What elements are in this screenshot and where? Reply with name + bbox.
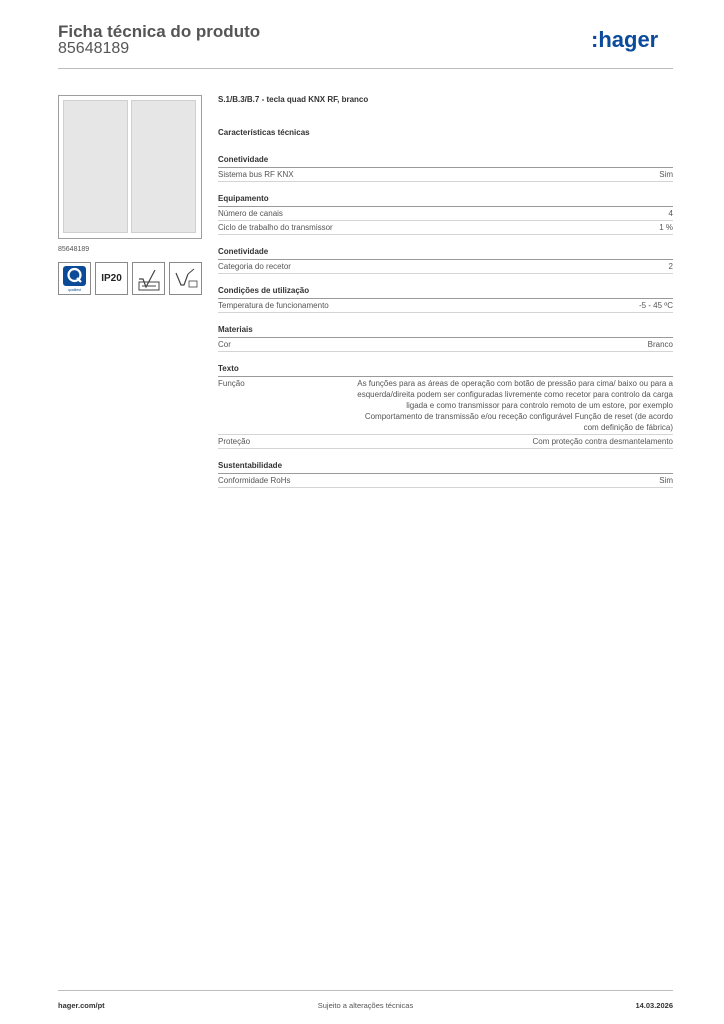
spec-row xyxy=(218,299,673,313)
spec-group-title: Conetividade xyxy=(218,247,673,260)
page-header xyxy=(58,20,673,69)
spec-group xyxy=(218,247,673,274)
spec-value: 4 xyxy=(668,209,673,218)
spec-value: -5 - 45 ºC xyxy=(638,301,673,310)
spec-group-title: Materiais xyxy=(218,325,673,338)
hand-ok-icon xyxy=(169,262,202,295)
spec-label: Cor xyxy=(218,340,231,349)
section-title: Características técnicas xyxy=(218,128,310,137)
spec-row xyxy=(218,435,673,449)
page-title: Ficha técnica do produto xyxy=(58,22,261,41)
image-caption: 85648189 xyxy=(58,246,90,253)
spec-group xyxy=(218,155,673,182)
spec-value: Sim xyxy=(659,170,673,179)
spec-row xyxy=(218,338,673,352)
spec-group xyxy=(218,325,673,352)
page-footer xyxy=(58,990,673,1015)
spec-label: Proteção xyxy=(218,437,251,446)
footer-date: 14.03.2026 xyxy=(635,1001,673,1010)
footer-notice: Sujeito a alterações técnicas xyxy=(317,1001,414,1010)
spec-label: Temperatura de funcionamento xyxy=(218,301,329,310)
spec-group-title: Texto xyxy=(218,364,673,377)
rocker-left xyxy=(63,100,128,233)
hand-rating-icon xyxy=(132,262,165,295)
spec-group xyxy=(218,364,673,449)
spec-group-title: Conetividade xyxy=(218,155,673,168)
spec-label: Conformidade RoHs xyxy=(218,476,291,485)
quality-icon xyxy=(58,262,91,295)
spec-row xyxy=(218,474,673,488)
spec-label: Ciclo de trabalho do transmissor xyxy=(218,223,333,232)
spec-row xyxy=(218,207,673,221)
quality-badge-text: qualitest xyxy=(67,288,82,292)
spec-label: Função xyxy=(218,379,245,388)
spec-label: Número de canais xyxy=(218,209,283,218)
spec-value: Sim xyxy=(659,476,673,485)
product-image xyxy=(58,95,202,239)
spec-value: Branco xyxy=(647,340,673,349)
spec-row xyxy=(218,260,673,274)
spec-label: Categoria do recetor xyxy=(218,262,291,271)
product-name: S.1/B.3/B.7 - tecla quad KNX RF, branco xyxy=(218,95,369,104)
spec-groups xyxy=(218,155,673,488)
spec-row xyxy=(218,168,673,182)
spec-value: 2 xyxy=(668,262,673,271)
product-visual-column xyxy=(58,95,202,295)
spec-value: 1 % xyxy=(659,223,673,232)
spec-group-title: Equipamento xyxy=(218,194,673,207)
logo-text: :hager xyxy=(591,27,659,52)
spec-label: Sistema bus RF KNX xyxy=(218,170,294,179)
spec-row xyxy=(218,221,673,235)
specifications-column xyxy=(218,95,673,500)
spec-value: Com proteção contra desmantelamento xyxy=(532,437,673,446)
rocker-right xyxy=(131,100,196,233)
spec-group-title: Sustentabilidade xyxy=(218,461,673,474)
spec-group-title: Condições de utilização xyxy=(218,286,673,299)
hager-logo xyxy=(591,27,673,53)
spec-group xyxy=(218,461,673,488)
ip20-icon: IP20 xyxy=(95,262,128,295)
footer-website: hager.com/pt xyxy=(58,1001,105,1010)
certification-badges xyxy=(58,262,202,295)
spec-row xyxy=(218,377,673,435)
spec-group xyxy=(218,194,673,235)
product-code: 85648189 xyxy=(58,40,130,57)
spec-value: As funções para as áreas de operação com botão de pressão para cima/ baixo ou para a esquerda/direita podem ser configuradas livremente como recetor para controlo da carga ligada e como transmissor para controlo remoto de um estore, por exemplo Comportamento de transmissão e/ou receção configurável Função de reset (de acordo com definição de fábrica) xyxy=(357,379,673,432)
spec-group xyxy=(218,286,673,313)
